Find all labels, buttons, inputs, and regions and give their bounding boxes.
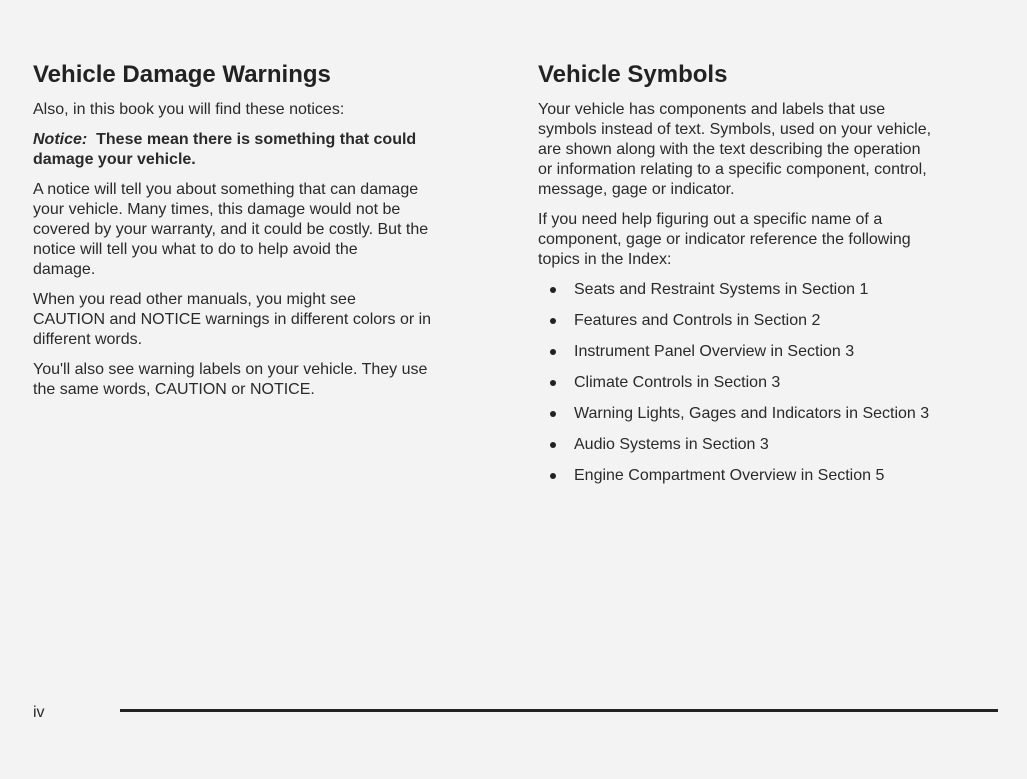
paragraph: A notice will tell you about something that can damage your vehicle. Many times, this damage would not be covered by your warranty, and it could be costly. But the notice will tell you what to do to help avoid the damage. — [33, 181, 429, 278]
bullet-icon — [550, 473, 556, 479]
paragraph: You'll also see warning labels on your vehicle. They use the same words, CAUTION or NOTICE. — [33, 361, 428, 398]
notice-label: Notice: — [33, 131, 88, 148]
list-item — [538, 342, 1008, 373]
bullet-icon — [550, 318, 556, 324]
bullet-icon — [550, 411, 556, 417]
list-item — [538, 373, 1008, 404]
bullet-icon — [550, 349, 556, 355]
paragraph: When you read other manuals, you might see CAUTION and NOTICE warnings in different colors or in different words. — [33, 291, 432, 348]
notice-text: These mean there is something that could damage your vehicle. — [33, 131, 417, 168]
bullet-icon — [550, 287, 556, 293]
paragraph: Your vehicle has components and labels that use symbols instead of text. Symbols, used on your vehicle, are shown along with the text describing the operation or information relating to a specific component, control, message, gage or indicator. — [538, 101, 932, 198]
list-item-text: Features and Controls in Section 2 — [574, 312, 821, 329]
list-item-text: Audio Systems in Section 3 — [574, 436, 769, 453]
list-item — [538, 466, 1008, 497]
list-item — [538, 404, 1008, 435]
vehicle-damage-warnings-section — [33, 60, 513, 410]
paragraph: If you need help figuring out a specific name of a component, gage or indicator reference the following topics in the Index: — [538, 211, 911, 268]
list-item — [538, 280, 1008, 311]
footer-divider — [120, 709, 998, 712]
list-item-text: Seats and Restraint Systems in Section 1 — [574, 281, 869, 298]
section-heading: Vehicle Symbols — [538, 61, 728, 88]
list-item-text: Engine Compartment Overview in Section 5 — [574, 467, 885, 484]
notice-block — [33, 130, 513, 170]
intro-text: Also, in this book you will find these notices: — [33, 101, 345, 118]
bullet-icon — [550, 380, 556, 386]
vehicle-symbols-section — [538, 60, 1008, 497]
list-item-text: Climate Controls in Section 3 — [574, 374, 781, 391]
section-heading: Vehicle Damage Warnings — [33, 61, 331, 88]
list-item-text: Instrument Panel Overview in Section 3 — [574, 343, 855, 360]
list-item — [538, 311, 1008, 342]
page-number: iv — [33, 704, 45, 721]
list-item — [538, 435, 1008, 466]
index-topics-list — [538, 280, 1008, 497]
list-item-text: Warning Lights, Gages and Indicators in Section 3 — [574, 405, 930, 422]
bullet-icon — [550, 442, 556, 448]
